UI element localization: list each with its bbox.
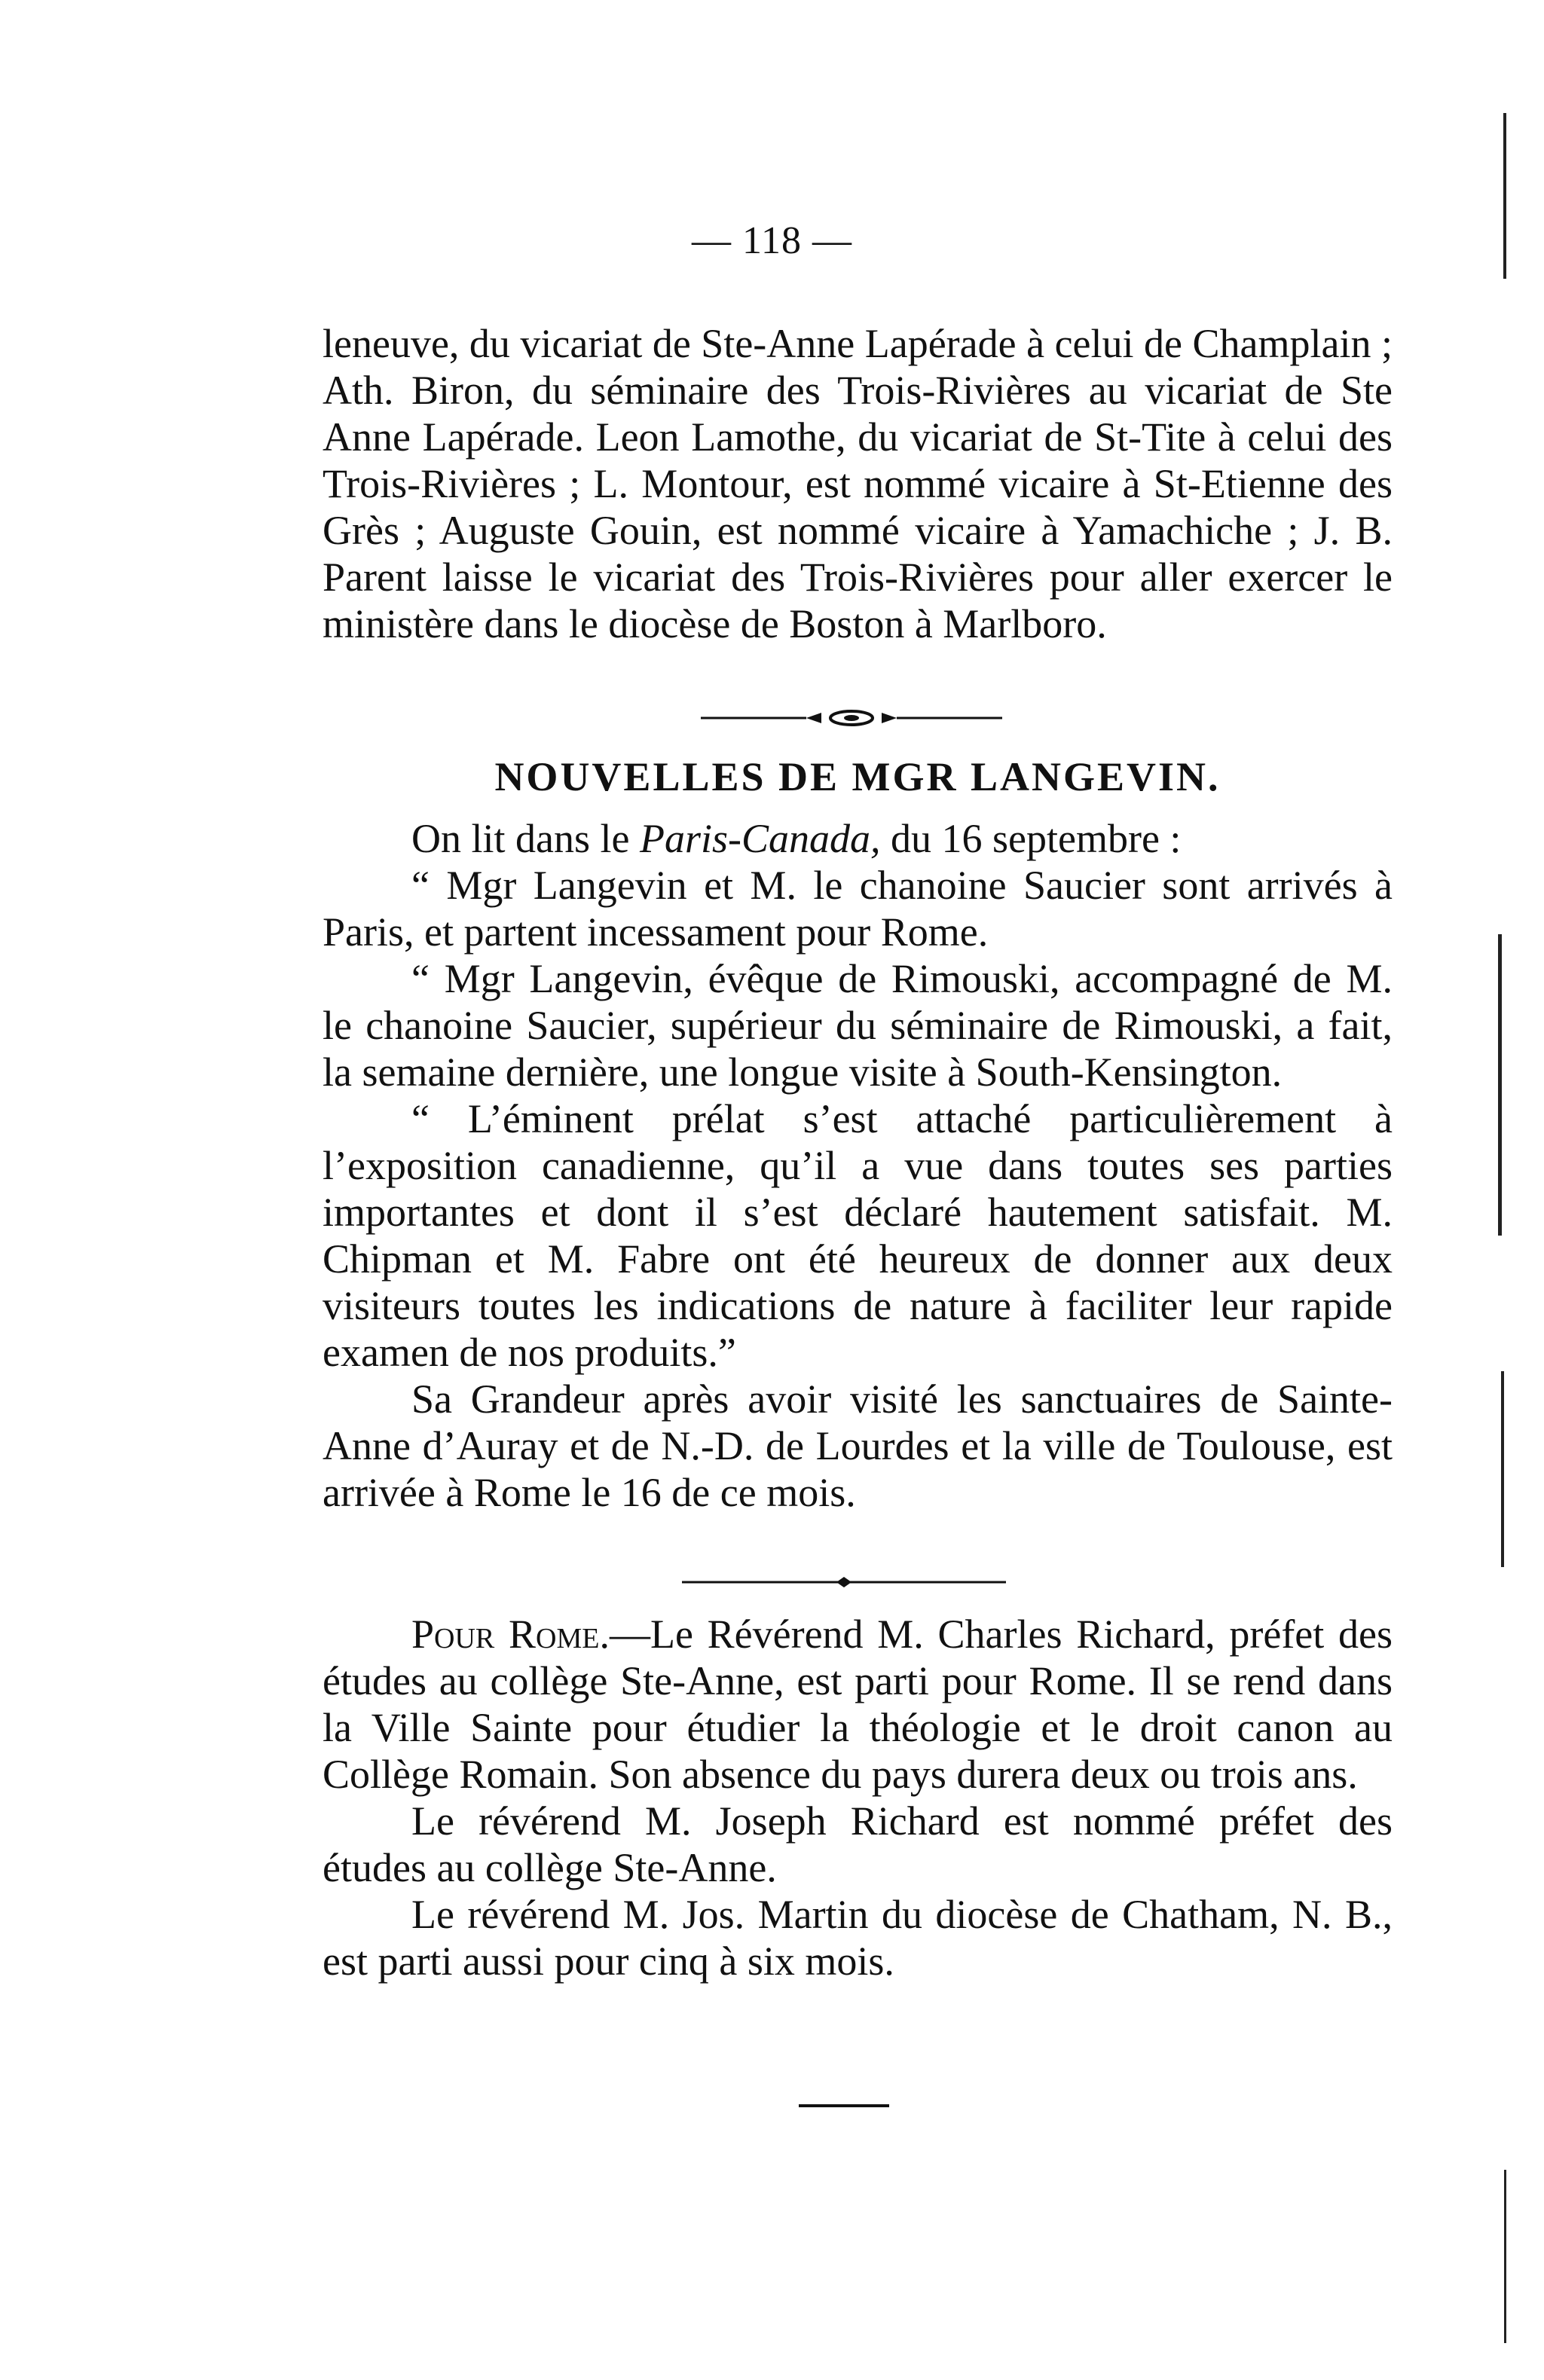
quote-paragraph-2: “ Mgr Langevin, évêque de Rimouski, accompagné de M. le chanoine Saucier, supérieur du séminaire de Rimouski, a fait, la semaine dernière, une longue visite à South-Kensington. bbox=[323, 956, 1393, 1095]
quote-paragraph-3: “ L’éminent prélat s’est attaché particulièrement à l’exposition canadienne, qu’il a vue dans toutes ses parties importantes et dont il s’est déclaré hautement satisfait. M. Chipman et M. Fabre ont été heureux de donner aux deux visiteurs toutes les indications de nature à faciliter leur rapide examen de nos produits.” bbox=[323, 1096, 1393, 1375]
paragraph-rome bbox=[323, 1611, 1393, 1798]
ornamental-divider-2 bbox=[682, 1575, 1006, 1590]
news-rome bbox=[323, 1611, 1393, 1984]
ornamental-divider-1 bbox=[701, 707, 1002, 729]
closing-rule bbox=[799, 2102, 889, 2110]
intro-line bbox=[323, 815, 1393, 862]
section-heading: NOUVELLES DE MGR LANGEVIN. bbox=[494, 754, 1221, 799]
paragraph-appointments: leneuve, du vicariat de Ste-Anne Lapérade à celui de Champlain ; Ath. Biron, du séminaire des Trois-Rivières au vicariat de Ste Anne Lapérade. Leon Lamothe, du vicariat de St-Tite à celui des Trois-Rivières ; L. Montour, est nommé vicaire à St-Etienne des Grès ; Auguste Gouin, est nommé vicaire à Yamachiche ; J. B. Parent laisse le vicariat des Trois-Rivières pour aller exercer le ministère dans le diocèse de Boston à Marlboro. bbox=[323, 321, 1393, 646]
lead-in: Pour Rome. bbox=[411, 1612, 610, 1657]
page-edge-mark bbox=[1501, 1371, 1504, 1567]
intro-post: du 16 septembre : bbox=[880, 816, 1182, 861]
closing-paragraph: Sa Grandeur après avoir visité les sanctuaires de Sainte-Anne d’Auray et de N.-D. de Lourdes et la ville de Toulouse, est arrivée à Rome le 16 de ce mois. bbox=[323, 1376, 1393, 1515]
quote-paragraph-1: “ Mgr Langevin et M. le chanoine Saucier sont arrivés à Paris, et partent incessament pour Rome. bbox=[323, 863, 1393, 955]
page-edge-mark bbox=[1504, 2170, 1506, 2343]
page-edge-mark bbox=[1503, 113, 1506, 279]
paragraph-jos-martin: Le révérend M. Jos. Martin du diocèse de Chatham, N. B., est parti aussi pour cinq à six mois. bbox=[323, 1892, 1393, 1984]
page-edge-mark bbox=[1498, 934, 1502, 1236]
intro-pre: On lit dans le bbox=[411, 816, 640, 861]
continued-paragraph bbox=[323, 320, 1393, 647]
source-title: Paris-Canada, bbox=[639, 816, 881, 861]
news-langevin bbox=[323, 815, 1393, 1516]
paragraph-rome-body: —Le Révérend M. Charles Richard, préfet des études au collège Ste-Anne, est parti pour Rome. Il se rend dans la Ville Sainte pour étudier la théologie et le droit canon au Collège Romain. Son absence du pays durera deux ou trois ans. bbox=[323, 1612, 1393, 1797]
paragraph-joseph-richard: Le révérend M. Joseph Richard est nommé préfet des études au collège Ste-Anne. bbox=[323, 1798, 1393, 1890]
page-number: — 118 — bbox=[691, 219, 853, 262]
